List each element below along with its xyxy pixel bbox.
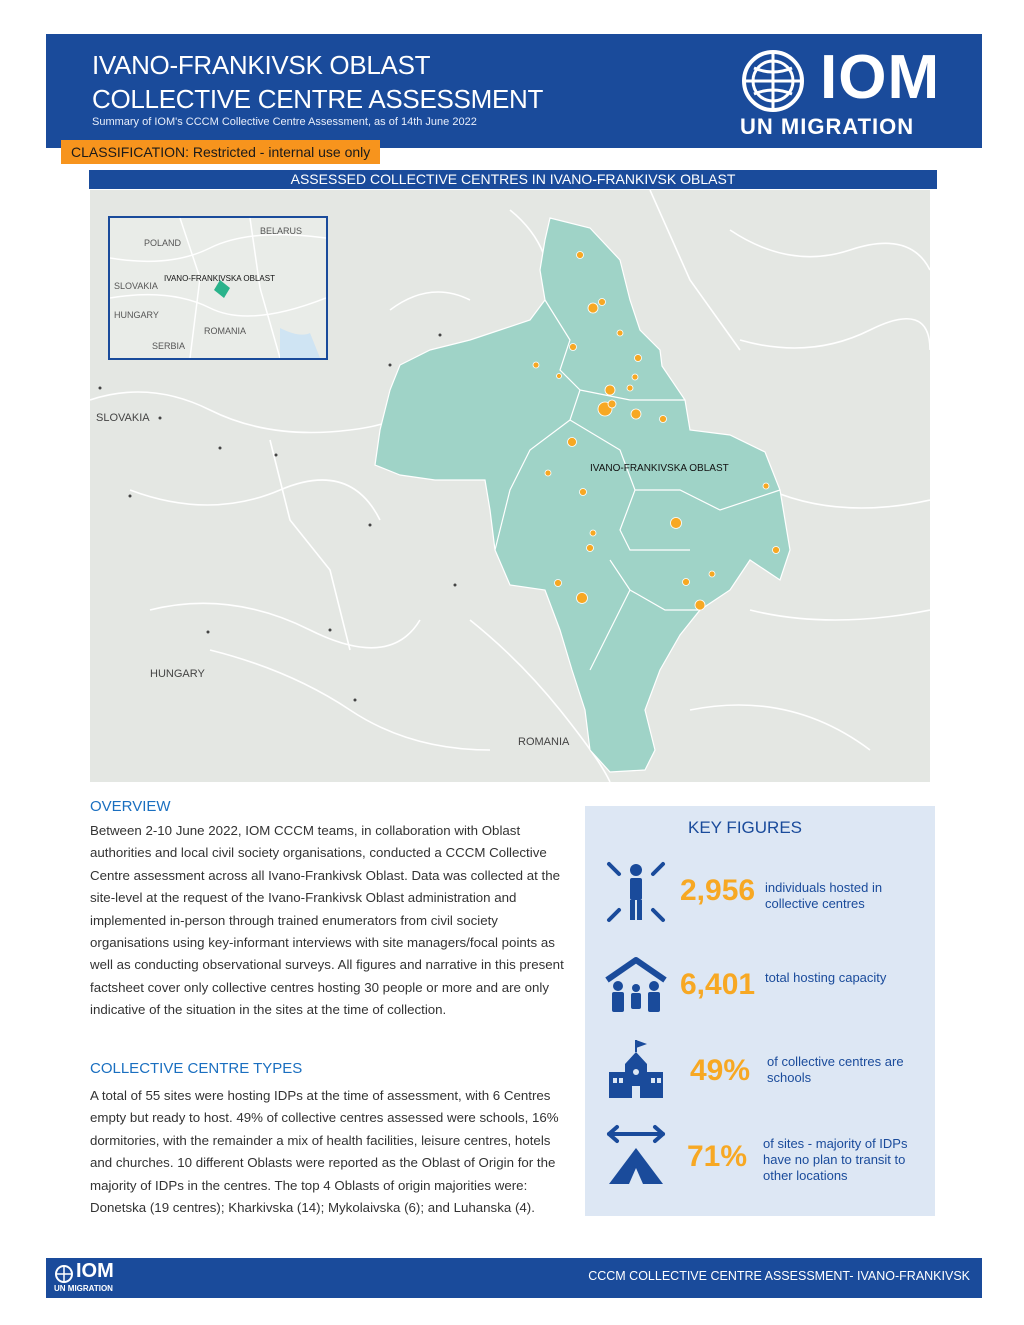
key-figure-individuals [585,860,935,940]
header-banner [46,34,982,148]
inset-label-hungary: HUNGARY [114,310,159,320]
schools-value: 49% [690,1054,751,1087]
no-transit-label: of sites - majority of IDPs have no plan to transit to other locations [763,1136,908,1183]
page-title-line2: COLLECTIVE CENTRE ASSESSMENT [92,84,544,114]
shelter-capacity-icon [603,956,669,1026]
key-figures-panel [585,806,935,1216]
iom-logo [740,43,960,139]
footer-globe-icon [54,1264,74,1284]
schools-label: of collective centres are schools [767,1054,904,1085]
inset-label-oblast: IVANO-FRANKIVSKA OBLAST [164,274,275,283]
inset-label-romania: ROMANIA [204,326,247,336]
page-subtitle: Summary of IOM's CCCM Collective Centre Assessment, as of 14th June 2022 [92,116,477,128]
classification-badge: CLASSIFICATION: Restricted - internal use only [61,140,380,164]
footer-banner [46,1258,982,1298]
country-label-romania: ROMANIA [518,736,570,748]
inset-label-slovakia: SLOVAKIA [114,281,158,291]
no-transit-value: 71% [687,1140,748,1173]
overview-text: Between 2-10 June 2022, IOM CCCM teams, in collaboration with Oblast authorities and local civil society organisations, conducted a CCCM Collective Centre assessment across all Ivano-Frankivsk Oblast. Data was collected at the site-level at the request of the Ivano-Frankivsk Oblast administration and implemented in-person through trained enumerators from civil society organisations using key-informant interviews with site managers/focal points as well as conducting observational surveys. All figures and narrative in this present factsheet cover only collective centres hosting 30 people or more and are only indicative of the situation in the sites at the time of collection. [90,823,564,1018]
map-title: ASSESSED COLLECTIVE CENTRES IN IVANO-FRANKIVSK OBLAST [89,170,937,189]
types-heading: COLLECTIVE CENTRE TYPES [90,1060,303,1077]
footer-iom-logo [54,1262,144,1296]
oblast-map [90,190,930,782]
un-globe-icon [740,48,806,114]
key-figure-no-transit [585,1124,935,1204]
page-title-line1: IVANO-FRANKIVSK OBLAST [92,50,431,80]
inset-locator-map [108,216,328,360]
key-figure-capacity [585,956,935,1036]
individuals-label: individuals hosted in collective centres [765,880,883,911]
overview-heading: OVERVIEW [90,798,171,815]
country-label-slovakia: SLOVAKIA [96,412,150,424]
inset-label-belarus: BELARUS [260,226,303,236]
footer-text: CCCM COLLECTIVE CENTRE ASSESSMENT- IVANO-FRANKIVSK [588,1269,970,1283]
capacity-label: total hosting capacity [765,970,887,985]
footer-logo-text: IOM [76,1260,114,1282]
capacity-value: 6,401 [680,968,756,1001]
key-figures-heading: KEY FIGURES [688,818,802,837]
key-figure-schools [585,1038,935,1118]
inset-label-poland: POLAND [144,238,182,248]
logo-subtext: UN MIGRATION [740,114,915,139]
country-label-hungary: HUNGARY [150,668,205,680]
oblast-label: IVANO-FRANKIVSKA OBLAST [590,463,729,474]
footer-logo-subtext: UN MIGRATION [54,1284,113,1293]
logo-text: IOM [820,43,941,112]
individuals-value: 2,956 [680,874,756,907]
inset-label-serbia: SERBIA [152,341,186,351]
people-hosted-icon [603,860,669,930]
tent-transit-icon [603,1124,669,1194]
types-text: A total of 55 sites were hosting IDPs at the time of assessment, with 6 Centres empty but ready to host. 49% of collective centres assessed were schools, 16% dormitories, with the remainder a mix of health facilities, leisure centres, hotels and churches. 10 different Oblasts were reported as the Oblast of Origin for the majority of IDPs in the centres. The top 4 Oblasts of origin majorities were: Donetska (19 centres); Kharkivska (14); Mykolaivska (6); and Luhanska (4). [90,1088,559,1216]
school-icon [603,1038,669,1108]
